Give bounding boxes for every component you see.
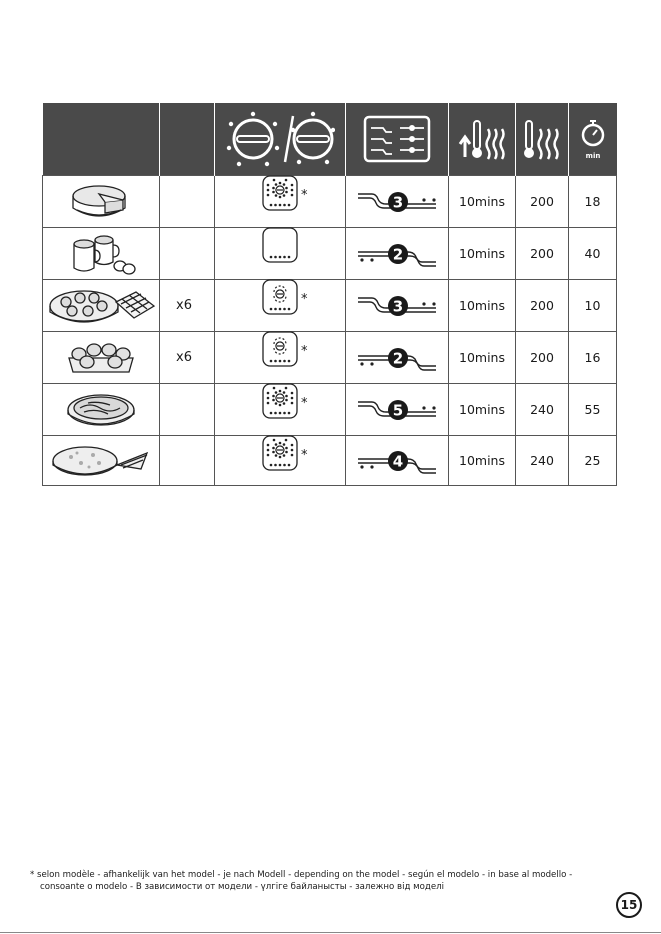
fan-ring-element-icon <box>215 435 345 471</box>
table-row <box>43 384 617 436</box>
preheat-cell: 10mins <box>449 332 516 384</box>
shelf-number: 2 <box>392 245 404 263</box>
oven-shelves-icon <box>362 114 432 164</box>
model-dependent-star: * <box>301 187 308 203</box>
qty-cell <box>160 436 215 486</box>
food-cell <box>43 384 160 436</box>
shelf-number: 3 <box>392 297 404 315</box>
header-food <box>43 103 160 176</box>
shelf-number: 2 <box>392 349 404 367</box>
footnote <box>30 869 620 893</box>
table-row <box>43 436 617 486</box>
header-shelf <box>346 103 449 176</box>
mode-cell <box>215 384 346 436</box>
temperature-cell: 200 <box>516 176 569 228</box>
food-cell <box>43 332 160 384</box>
fan-ring-element-icon <box>215 383 345 419</box>
cooking-table <box>42 103 617 486</box>
time-cell: 40 <box>569 228 617 280</box>
header-preheat <box>449 103 516 176</box>
preheat-thermometer-icon <box>457 117 507 161</box>
time-cell: 55 <box>569 384 617 436</box>
preheat-cell: 10mins <box>449 176 516 228</box>
time-cell: 10 <box>569 280 617 332</box>
muffins-icon <box>43 338 159 378</box>
table-row <box>43 176 617 228</box>
page-number: 15 <box>616 892 642 918</box>
fan-bottom-element-icon <box>215 331 345 367</box>
food-cell <box>43 436 160 486</box>
mode-cell <box>215 228 346 280</box>
mode-cell <box>215 332 346 384</box>
shelf-position-icon <box>346 288 448 324</box>
table-row <box>43 332 617 384</box>
preheat-cell: 10mins <box>449 384 516 436</box>
preheat-cell: 10mins <box>449 280 516 332</box>
shelf-cell <box>346 332 449 384</box>
shelf-cell <box>346 436 449 486</box>
shelf-number: 3 <box>392 193 404 211</box>
model-dependent-star: * <box>301 447 308 463</box>
mode-cell <box>215 176 346 228</box>
shelf-position-icon <box>346 236 448 272</box>
shelf-cell <box>346 280 449 332</box>
qty-cell <box>160 332 215 384</box>
footnote-line-2: consoante o modelo - В зависимости от модели - үлгіге байланысты - залежно від моделі <box>40 882 445 892</box>
fan-ring-element-icon <box>215 175 345 211</box>
temperature-cell: 240 <box>516 384 569 436</box>
header-temperature <box>516 103 569 176</box>
model-dependent-star: * <box>301 291 308 307</box>
table-header-row <box>43 103 617 176</box>
qty-cell <box>160 280 215 332</box>
shelf-cell <box>346 384 449 436</box>
table-row <box>43 280 617 332</box>
time-cell: 16 <box>569 332 617 384</box>
mugs-and-eggs-icon <box>43 232 159 276</box>
temperature-cell: 200 <box>516 280 569 332</box>
shelf-cell <box>346 228 449 280</box>
bottom-element-icon <box>215 227 345 263</box>
food-cell <box>43 280 160 332</box>
header-qty <box>160 103 215 176</box>
qty-value: x6 <box>176 350 192 365</box>
model-dependent-star: * <box>301 343 308 359</box>
footnote-line-1: * selon modèle - afhankelijk van het model - je nach Modell - depending on the model - según el modelo - in base al modello - <box>30 870 573 880</box>
shelf-position-icon <box>346 184 448 220</box>
qty-value: x6 <box>176 298 192 313</box>
header-time <box>569 103 617 176</box>
food-cell <box>43 176 160 228</box>
shelf-number: 4 <box>392 452 404 470</box>
table-row <box>43 228 617 280</box>
mode-cell <box>215 436 346 486</box>
qty-cell <box>160 228 215 280</box>
preheat-cell: 10mins <box>449 228 516 280</box>
cake-icon <box>43 180 159 224</box>
mode-cell <box>215 280 346 332</box>
quiche-icon <box>43 441 159 481</box>
tartlets-and-waffles-icon <box>43 284 159 328</box>
fan-bottom-element-icon <box>215 279 345 315</box>
shelf-position-icon <box>346 392 448 428</box>
model-dependent-star: * <box>301 395 308 411</box>
pizza-icon <box>43 390 159 430</box>
stopwatch-icon <box>578 117 608 161</box>
temperature-thermometer-icon <box>521 117 563 161</box>
shelf-position-icon <box>346 340 448 376</box>
shelf-position-icon <box>346 443 448 479</box>
bottom-rule <box>0 932 661 933</box>
shelf-cell <box>346 176 449 228</box>
shelf-number: 5 <box>392 401 404 419</box>
qty-cell <box>160 176 215 228</box>
qty-cell <box>160 384 215 436</box>
header-mode <box>215 103 346 176</box>
preheat-cell: 10mins <box>449 436 516 486</box>
temperature-cell: 200 <box>516 228 569 280</box>
time-cell: 18 <box>569 176 617 228</box>
temperature-cell: 240 <box>516 436 569 486</box>
selector-dials-icon <box>225 108 335 170</box>
time-unit-label: min <box>585 152 601 160</box>
temperature-cell: 200 <box>516 332 569 384</box>
time-cell: 25 <box>569 436 617 486</box>
food-cell <box>43 228 160 280</box>
